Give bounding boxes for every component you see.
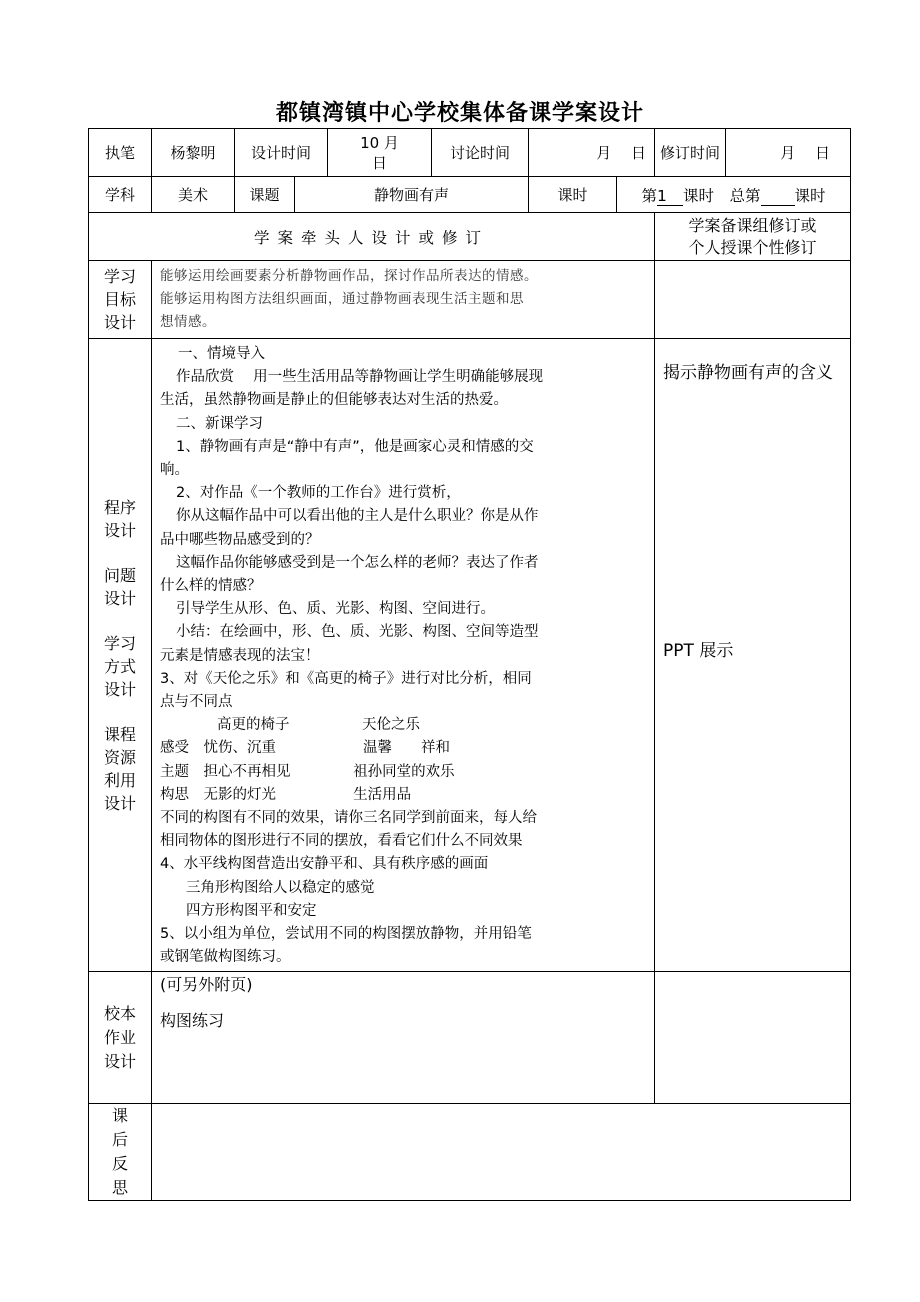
homework-task: 构图练习 xyxy=(160,1011,225,1031)
period-label: 课时 xyxy=(529,177,617,213)
homework-label xyxy=(89,972,152,1104)
procedure-line: 你从这幅作品中可以看出他的主人是什么职业？你是从作 xyxy=(176,508,539,525)
subject-label: 学科 xyxy=(89,177,152,213)
procedure-label xyxy=(89,339,152,972)
procedure-label-line: 利用 xyxy=(103,770,136,790)
procedure-line: 二、新课学习 xyxy=(176,415,263,432)
period-number: 1 xyxy=(657,187,683,206)
procedure-line: 点与不同点 xyxy=(160,694,233,711)
procedure-note: 揭示静物画有声的含义 xyxy=(663,363,834,383)
procedure-label-line: 程序 xyxy=(103,497,136,517)
procedure-line: 元素是情感表现的法宝！ xyxy=(160,647,320,664)
period-suffix: 课时 xyxy=(794,186,826,205)
goals-label xyxy=(89,261,152,339)
procedure-line: 三角形构图给人以稳定的感觉 xyxy=(186,879,375,896)
procedure-row xyxy=(89,339,851,972)
subject-value: 美术 xyxy=(152,177,235,213)
procedure-line: 构思 无影的灯光 生活用品 xyxy=(160,786,412,803)
procedure-line: 相同物体的图形进行不同的摆放，看看它们什么不同效果 xyxy=(160,833,523,850)
procedure-line: 2、对作品《一个教师的工作台》进行赏析， xyxy=(176,485,461,502)
procedure-line: 或钢笔做构图练习。 xyxy=(160,949,291,966)
topic-label: 课题 xyxy=(235,177,295,213)
procedure-line: 响。 xyxy=(160,462,189,479)
section-header-right-line2: 个人授课个性修订 xyxy=(688,237,817,257)
reflection-label-line: 思 xyxy=(111,1178,128,1198)
section-header-left: 学案牵头人设计或修订 xyxy=(89,213,655,261)
discuss-time-label: 讨论时间 xyxy=(432,129,529,177)
topic-value: 静物画有声 xyxy=(295,177,529,213)
discuss-time-value: 月 日 xyxy=(529,129,655,177)
procedure-line: 什么样的情感？ xyxy=(160,578,262,595)
procedure-label-line: 课程 xyxy=(103,724,136,744)
homework-row xyxy=(89,972,851,1104)
design-time-label: 设计时间 xyxy=(235,129,328,177)
procedure-line: 引导学生从形、色、质、光影、构图、空间进行。 xyxy=(176,601,495,618)
section-header-right-line1: 学案备课组修订或 xyxy=(688,215,817,235)
goals-content xyxy=(152,261,655,339)
homework-label-line: 作业 xyxy=(103,1027,136,1047)
page-title: 都镇湾镇中心学校集体备课学案设计 xyxy=(275,101,644,126)
goals-label-line: 设计 xyxy=(103,313,136,332)
design-time-month: 10 月 xyxy=(360,133,399,152)
reflection-label xyxy=(89,1104,152,1201)
goals-label-line: 目标 xyxy=(103,290,136,309)
procedure-label-line: 设计 xyxy=(103,588,136,608)
reflection-row xyxy=(89,1104,851,1201)
procedure-line: 四方形构图平和安定 xyxy=(186,902,317,919)
homework-label-line: 设计 xyxy=(103,1051,136,1071)
procedure-line: 高更的椅子 天伦之乐 xyxy=(217,717,420,734)
procedure-line: 4、水平线构图营造出安静平和、具有秩序感的画面 xyxy=(160,856,489,873)
procedure-note: PPT 展示 xyxy=(663,641,734,661)
reflection-content xyxy=(152,1104,851,1201)
header-row-2 xyxy=(89,177,851,213)
reflection-label-line: 反 xyxy=(111,1154,128,1174)
period-prefix: 第 xyxy=(641,186,658,205)
procedure-line: 作品欣赏 用一些生活用品等静物画让学生明确能够展现 xyxy=(176,369,544,386)
goals-revision xyxy=(655,261,851,339)
procedure-line: 主题 担心不再相见 祖孙同堂的欢乐 xyxy=(160,763,455,780)
goals-row xyxy=(89,261,851,339)
section-header-right xyxy=(655,213,851,261)
procedure-line: 3、对《天伦之乐》和《高更的椅子》进行对比分析，相同 xyxy=(160,670,532,687)
homework-attachment-note: (可另外附页) xyxy=(160,975,253,995)
goal-line: 能够运用构图方法组织画面，通过静物画表现生活主题和思 xyxy=(160,291,524,307)
procedure-line: 生活，虽然静物画是静止的但能够表达对生活的热爱。 xyxy=(160,392,508,409)
author-label: 执笔 xyxy=(89,129,152,177)
procedure-line: 品中哪些物品感受到的？ xyxy=(160,531,320,548)
procedure-line: 这幅作品你能够感受到是一个怎么样的老师？表达了作者 xyxy=(176,554,539,571)
period-mid: 课时 总第 xyxy=(683,186,761,205)
reflection-label-line: 课 xyxy=(111,1106,128,1126)
procedure-label-line: 方式 xyxy=(103,656,136,676)
procedure-label-line: 设计 xyxy=(103,520,136,540)
procedure-label-line: 问题 xyxy=(103,565,136,585)
procedure-label-line: 资源 xyxy=(103,747,136,767)
section-header-row xyxy=(89,213,851,261)
header-row-1 xyxy=(89,129,851,177)
design-time-day: 日 xyxy=(372,153,388,172)
procedure-content xyxy=(152,339,655,972)
procedure-label-line: 学习 xyxy=(103,633,136,653)
procedure-line: 5、以小组为单位，尝试用不同的构图摆放静物，并用铅笔 xyxy=(160,926,532,943)
procedure-line: 一、情境导入 xyxy=(178,346,265,362)
period-total-blank xyxy=(761,187,795,206)
revise-time-value: 月 日 xyxy=(726,129,851,177)
procedure-line: 不同的构图有不同的效果，请你三名同学到前面来，每人给 xyxy=(160,810,537,827)
period-value xyxy=(617,177,851,213)
revise-time-label: 修订时间 xyxy=(655,129,726,177)
homework-label-line: 校本 xyxy=(103,1003,136,1023)
procedure-line: 1、静物画有声是“静中有声”，他是画家心灵和情感的交 xyxy=(176,438,534,455)
reflection-label-line: 后 xyxy=(111,1130,128,1150)
procedure-label-line: 设计 xyxy=(103,793,136,813)
design-time-value xyxy=(328,129,432,177)
lesson-plan-table xyxy=(88,128,851,1201)
procedure-revision xyxy=(655,339,851,972)
homework-content xyxy=(152,972,655,1104)
goals-label-line: 学习 xyxy=(103,267,136,286)
procedure-label-line: 设计 xyxy=(103,679,136,699)
procedure-line: 感受 忧伤、沉重 温馨 祥和 xyxy=(160,740,450,757)
procedure-line: 小结：在绘画中，形、色、质、光影、构图、空间等造型 xyxy=(176,624,539,641)
homework-revision xyxy=(655,972,851,1104)
author-value: 杨黎明 xyxy=(152,129,235,177)
goal-line: 能够运用绘画要素分析静物画作品，探讨作品所表达的情感。 xyxy=(160,268,538,284)
goal-line: 想情感。 xyxy=(160,314,216,330)
